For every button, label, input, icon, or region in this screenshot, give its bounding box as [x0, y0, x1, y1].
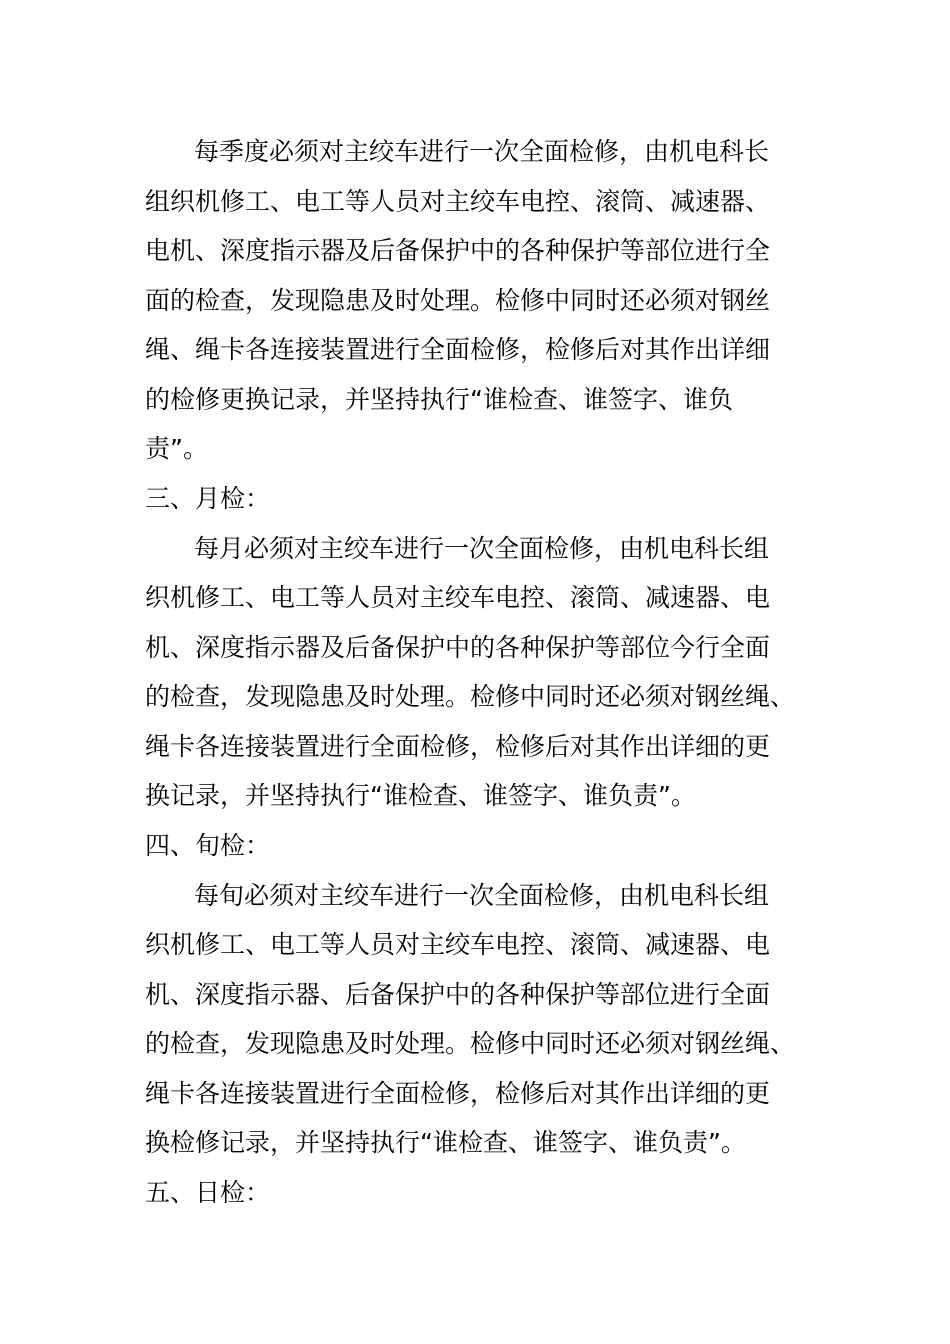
paragraph-quarterly-line: 责”。 [145, 434, 208, 463]
section-heading-tenday: 四、旬检： [145, 831, 271, 860]
paragraph-monthly-line: 织机修工、电工等人员对主绞车电控、滚筒、减速器、电 [145, 583, 771, 612]
paragraph-monthly-line: 换记录，并坚持执行“谁检查、谁签字、谁负责”。 [145, 781, 696, 810]
paragraph-tenday-line: 机、深度指示器、后备保护中的各种保护等部位进行全面 [145, 980, 771, 1009]
paragraph-monthly-line: 每月必须对主绞车进行一次全面检修，由机电科长组 [194, 534, 770, 563]
paragraph-tenday-line: 织机修工、电工等人员对主绞车电控、滚筒、减速器、电 [145, 930, 771, 959]
paragraph-monthly-line: 的检查，发现隐患及时处理。检修中同时还必须对钢丝绳、 [145, 682, 796, 711]
paragraph-quarterly-line: 的检修更换记录，并坚持执行“谁检查、谁签字、谁负 [145, 385, 733, 414]
paragraph-quarterly-line: 面的检查，发现隐患及时处理。检修中同时还必须对钢丝 [145, 286, 771, 315]
section-heading-daily: 五、日检： [145, 1178, 271, 1207]
paragraph-tenday-line: 的检查，发现隐患及时处理。检修中同时还必须对钢丝绳、 [145, 1029, 796, 1058]
paragraph-tenday-line: 换检修记录，并坚持执行“谁检查、谁签字、谁负责”。 [145, 1128, 746, 1157]
paragraph-monthly-line: 机、深度指示器及后备保护中的各种保护等部位今行全面 [145, 633, 771, 662]
section-heading-monthly: 三、月检： [145, 484, 271, 513]
paragraph-tenday-line: 绳卡各连接装置进行全面检修，检修后对其作出详细的更 [145, 1079, 771, 1108]
paragraph-tenday-line: 每旬必须对主绞车进行一次全面检修，由机电科长组 [194, 881, 770, 910]
paragraph-quarterly-line: 绳、绳卡各连接装置进行全面检修，检修后对其作出详细 [145, 335, 771, 364]
paragraph-quarterly-line: 电机、深度指示器及后备保护中的各种保护等部位进行全 [145, 236, 771, 265]
paragraph-monthly-line: 绳卡各连接装置进行全面检修，检修后对其作出详细的更 [145, 732, 771, 761]
paragraph-quarterly-line: 每季度必须对主绞车进行一次全面检修，由机电科长 [194, 137, 770, 166]
paragraph-quarterly-line: 组织机修工、电工等人员对主绞车电控、滚筒、减速器、 [145, 187, 771, 216]
